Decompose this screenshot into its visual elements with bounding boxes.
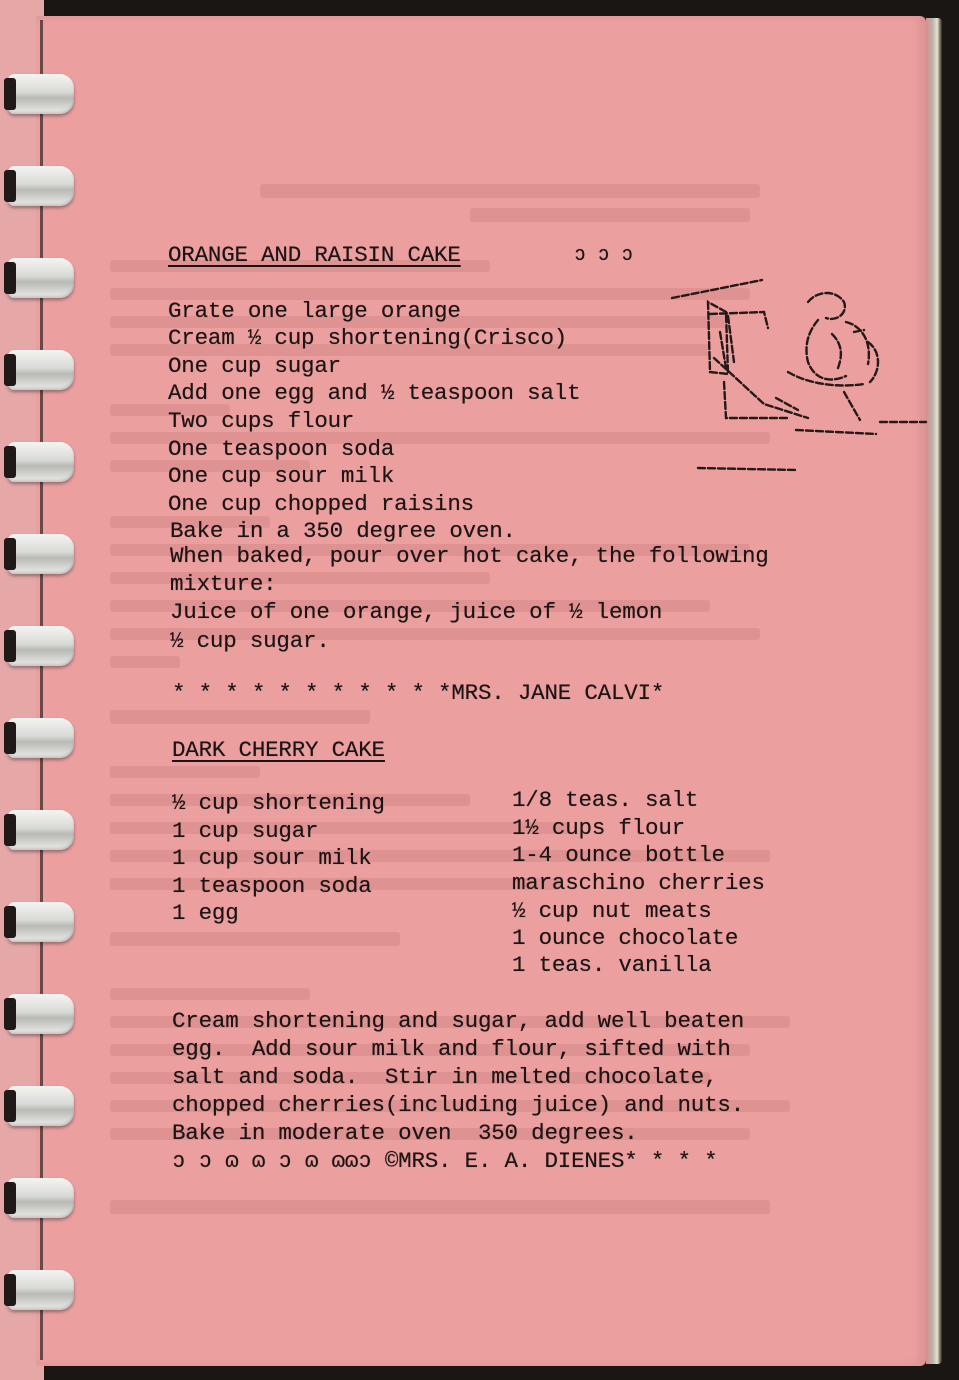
ingredient: 1 cup sour milk (172, 845, 372, 871)
recipe-line: One teaspoon soda (168, 436, 395, 462)
binding-ring (8, 350, 74, 390)
binding-ring (8, 626, 74, 666)
direction-line: egg. Add sour milk and flour, sifted with (172, 1036, 731, 1062)
contributor-signature: * * * * * * * * * * *MRS. JANE CALVI* (172, 680, 665, 706)
ingredient: 1 teaspoon soda (172, 873, 372, 899)
binding-ring (8, 258, 74, 298)
recipe-line: Grate one large orange (168, 298, 461, 324)
recipe-line: Juice of one orange, juice of ½ lemon (170, 599, 663, 625)
ingredient: ½ cup shortening (172, 790, 385, 816)
recipe-line: Add one egg and ½ teaspoon salt (168, 380, 581, 406)
recipe-line: One cup chopped raisins (168, 491, 474, 517)
ingredient: 1 teas. vanilla (512, 952, 712, 978)
binding-ring (8, 442, 74, 482)
ingredient: ½ cup nut meats (512, 898, 712, 924)
binding-ring (8, 1270, 74, 1310)
recipe-line: One cup sour milk (168, 463, 395, 489)
binding-ring (8, 1178, 74, 1218)
binding-ring (8, 74, 74, 114)
title-decoration: ↄ ↄ ↄ (574, 244, 634, 267)
binding-ring (8, 718, 74, 758)
ingredient: maraschino cherries (512, 870, 765, 896)
binding-ring (8, 534, 74, 574)
recipe-line: One cup sugar (168, 353, 341, 379)
binding-ring (8, 902, 74, 942)
ingredient: 1 ounce chocolate (512, 925, 739, 951)
recipe-line: Bake in a 350 degree oven. (170, 518, 516, 544)
recipe-title-dark-cherry-cake: DARK CHERRY CAKE (172, 737, 385, 763)
sketch-illustration (668, 272, 928, 492)
ingredient: 1/8 teas. salt (512, 787, 699, 813)
spine-shadow (40, 20, 43, 1360)
recipe-line: When baked, pour over hot cake, the following (170, 543, 769, 569)
direction-line: Bake in moderate oven 350 degrees. (172, 1120, 638, 1146)
recipe-line: Cream ½ cup shortening(Crisco) (168, 325, 568, 351)
contributor-signature: ↄ ↄ ɷ ɷ ↄ ɷ ɷɷↄ ©MRS. E. A. DIENES* * * * (172, 1148, 718, 1174)
recipe-title-orange-raisin-cake: ORANGE AND RAISIN CAKE (168, 242, 461, 268)
page-stack-edge (926, 18, 942, 1364)
recipe-line: Two cups flour (168, 408, 355, 434)
direction-line: chopped cherries(including juice) and nuts. (172, 1092, 744, 1118)
ingredient: 1½ cups flour (512, 815, 685, 841)
binding-ring (8, 994, 74, 1034)
ingredient: 1 egg (172, 900, 239, 926)
recipe-line: mixture: (170, 571, 277, 597)
ingredient: 1-4 ounce bottle (512, 842, 725, 868)
direction-line: salt and soda. Stir in melted chocolate, (172, 1064, 718, 1090)
recipe-line: ½ cup sugar. (170, 628, 330, 654)
binding-ring (8, 166, 74, 206)
binding-ring (8, 1086, 74, 1126)
binding-ring (8, 810, 74, 850)
direction-line: Cream shortening and sugar, add well beaten (172, 1008, 744, 1034)
ingredient: 1 cup sugar (172, 818, 319, 844)
